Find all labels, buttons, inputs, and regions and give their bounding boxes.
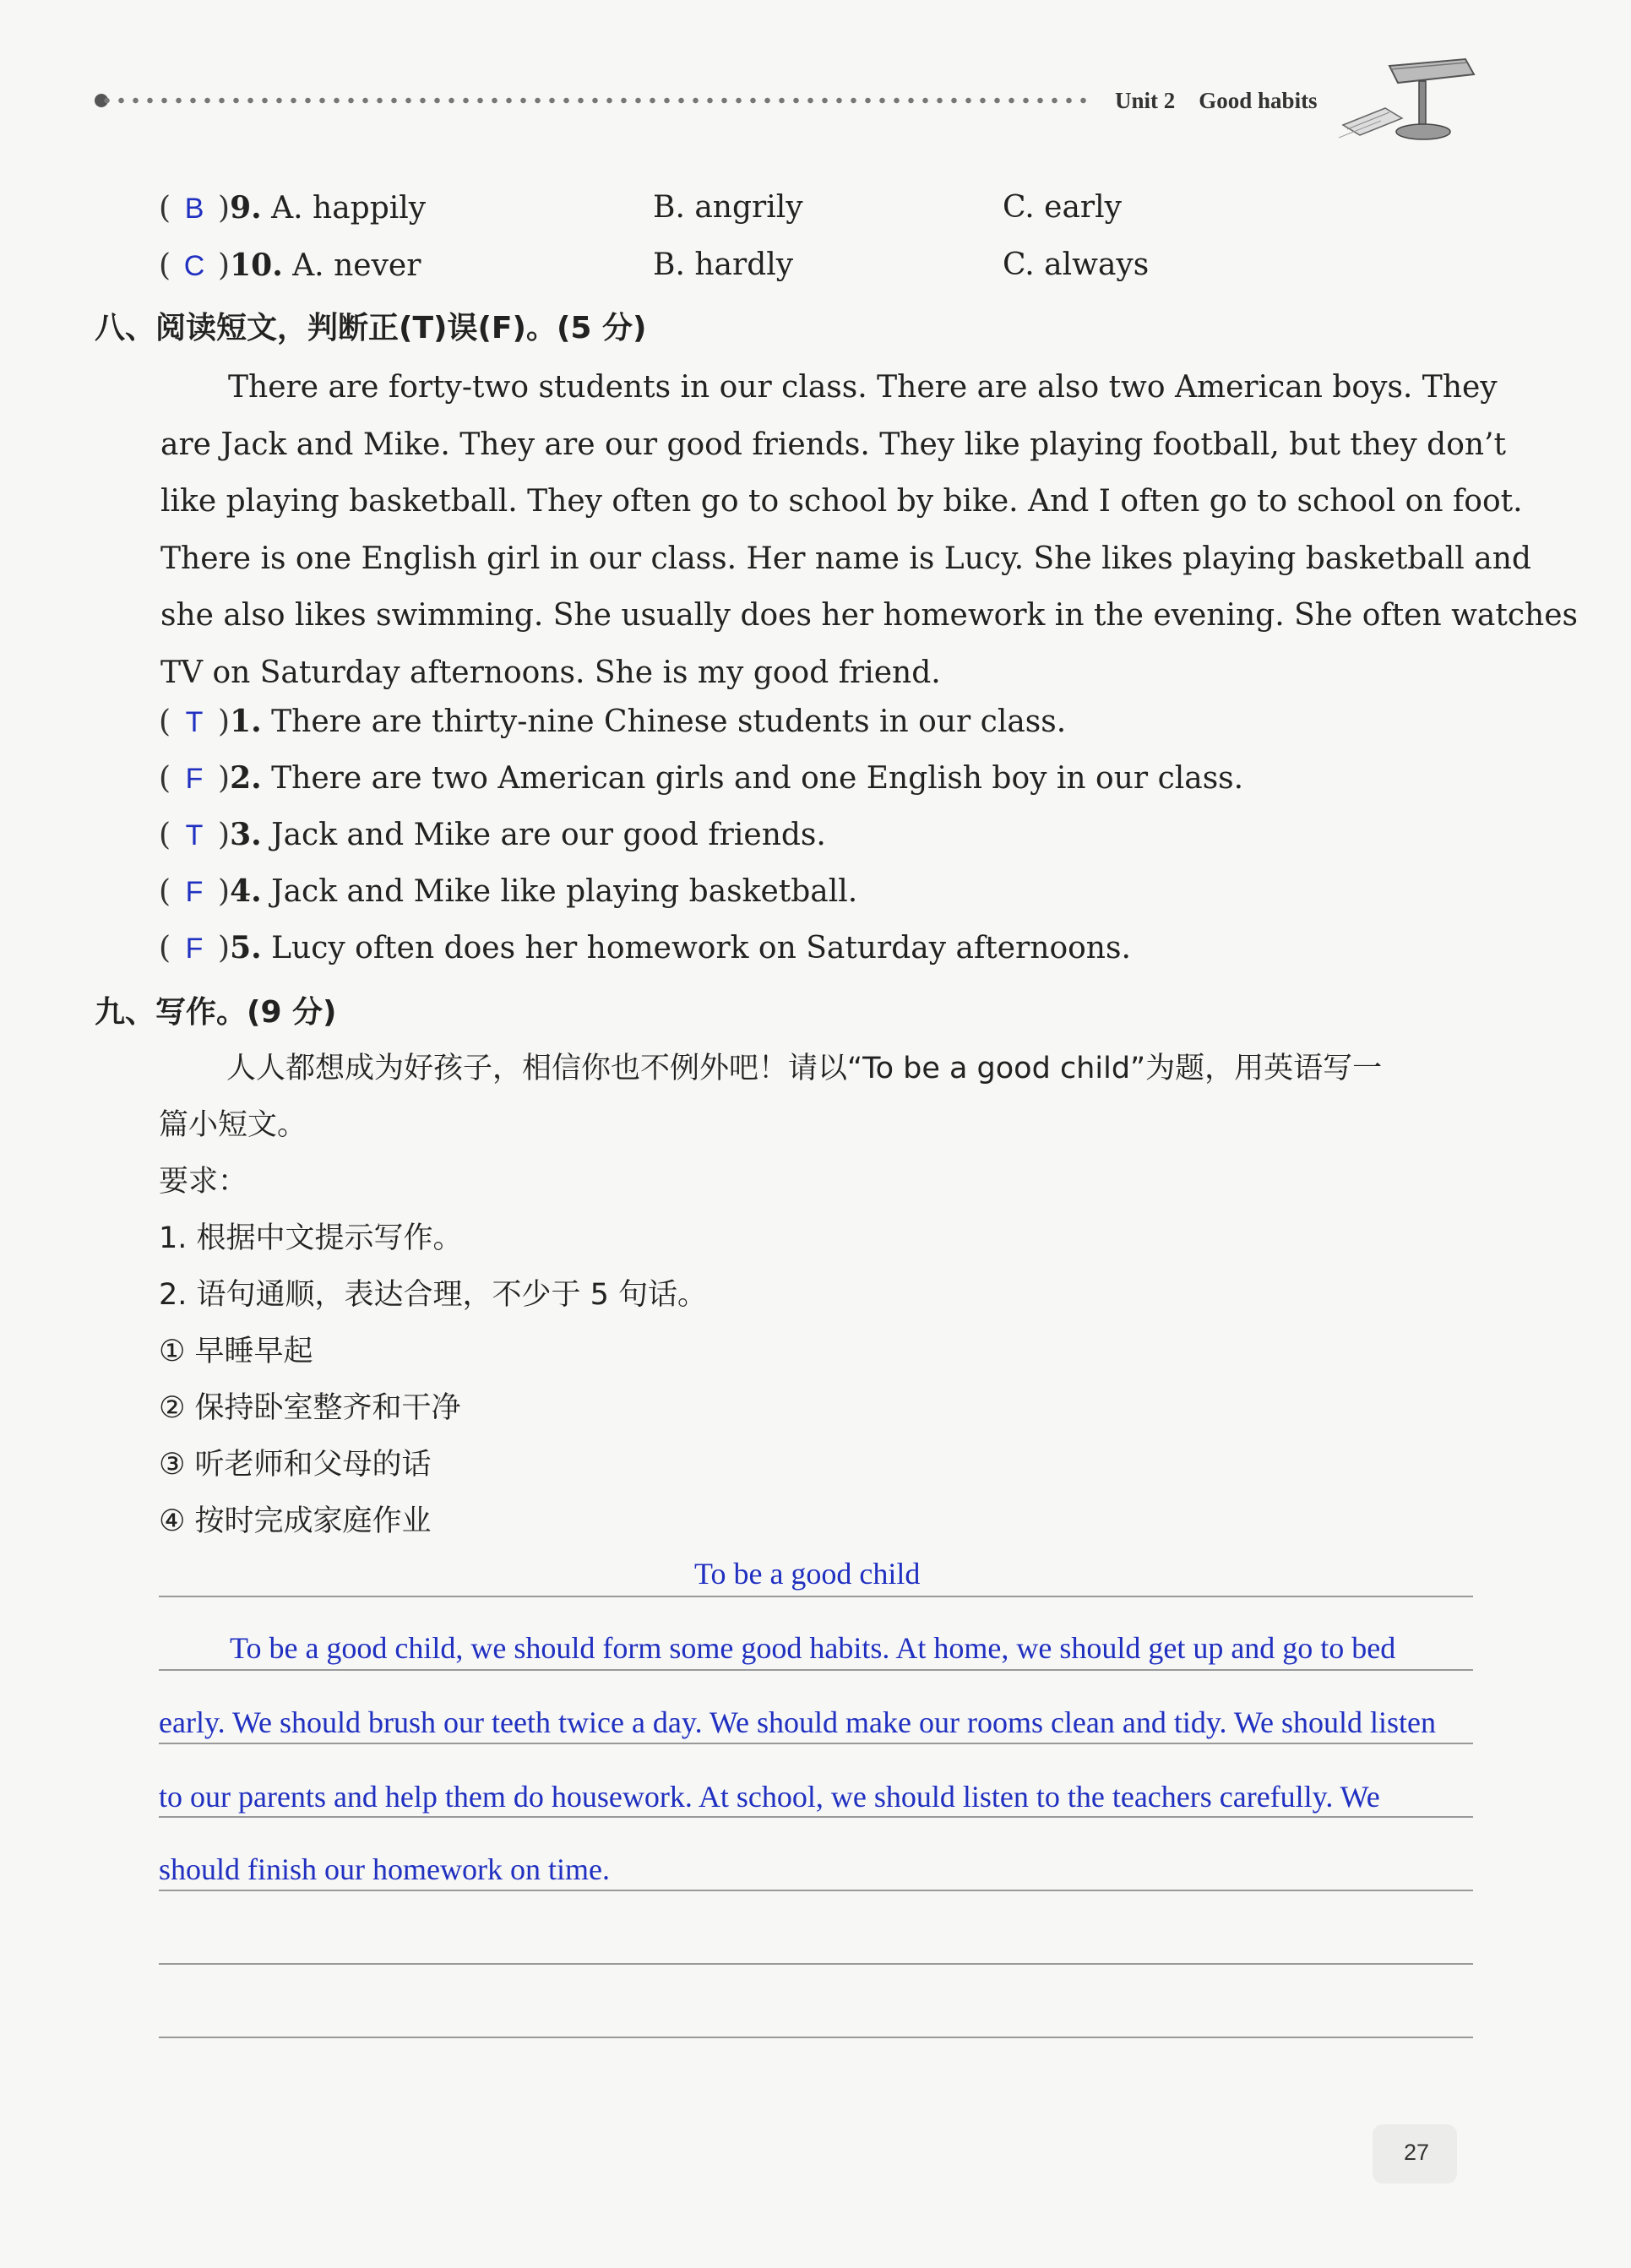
passage-line: TV on Saturday afternoons. She is my good friend. xyxy=(160,655,941,690)
requirement-item: 1. 根据中文提示写作。 xyxy=(159,1221,463,1255)
section-9-title: 九、写作。(9 分) xyxy=(95,995,337,1030)
writing-line xyxy=(159,2037,1473,2038)
question-text: Jack and Mike are our good friends. xyxy=(271,818,826,852)
answer-mark: F xyxy=(185,876,204,908)
answer-mark: T xyxy=(185,819,204,851)
option-b: B. hardly xyxy=(653,247,794,282)
essay-title: To be a good child xyxy=(694,1557,921,1591)
essay-line: should finish our homework on time. xyxy=(159,1852,610,1886)
question-number: 1. xyxy=(230,704,262,739)
tf-question-1: ( T )1. There are thirty-nine Chinese students in our class. xyxy=(159,704,1067,739)
question-row-9: ( B )9. A. happily xyxy=(159,190,427,226)
essay-line: To be a good child, we should form some good habits. At home, we should get up and go to bed xyxy=(230,1631,1396,1665)
passage-line: are Jack and Mike. They are our good friends. They like playing football, but they don’t xyxy=(160,427,1506,462)
tf-question-2: ( F )2. There are two American girls and one English boy in our class. xyxy=(159,760,1244,796)
tf-question-5: ( F )5. Lucy often does her homework on Saturday afternoons. xyxy=(159,930,1131,965)
writing-line xyxy=(159,1596,1473,1597)
requirement-item: 2. 语句通顺，表达合理，不少于 5 句话。 xyxy=(159,1278,708,1312)
option-b: B. angrily xyxy=(653,190,803,225)
desk-lamp-icon xyxy=(1339,49,1487,146)
section-8-title: 八、阅读短文，判断正(T)误(F)。(5 分) xyxy=(95,311,647,345)
page-number: 27 xyxy=(1404,2140,1430,2165)
question-number: 5. xyxy=(230,930,262,965)
question-text: There are two American girls and one English boy in our class. xyxy=(271,761,1244,796)
question-number: 9. xyxy=(230,190,262,226)
answer-mark: B xyxy=(184,193,204,225)
writing-line xyxy=(159,1669,1473,1671)
header-dotted-rule xyxy=(100,96,1088,105)
answer-mark: T xyxy=(185,706,204,738)
requirements-label: 要求： xyxy=(159,1165,248,1199)
essay-line: early. We should brush our teeth twice a day. We should make our rooms clean and tidy. We should listen xyxy=(159,1705,1436,1739)
option-c: C. always xyxy=(1003,247,1150,282)
writing-intro-line-2: 篇小短文。 xyxy=(159,1108,307,1142)
passage-line: she also likes swimming. She usually does her homework in the evening. She often watches xyxy=(160,598,1578,633)
answer-mark: F xyxy=(185,933,204,965)
writing-line xyxy=(159,1816,1473,1818)
option-c: C. early xyxy=(1003,190,1122,225)
passage-line: There are forty-two students in our class. There are also two American boys. They xyxy=(228,370,1498,405)
question-row-10: ( C )10. A. never xyxy=(159,247,421,283)
topic-label: Good habits xyxy=(1199,88,1318,113)
question-text: Jack and Mike like playing basketball. xyxy=(271,874,858,909)
hint-item: ① 早睡早起 xyxy=(159,1335,313,1368)
unit-label: Unit 2 xyxy=(1115,88,1176,113)
hint-item: ④ 按时完成家庭作业 xyxy=(159,1504,432,1538)
writing-line xyxy=(159,1890,1473,1891)
writing-line xyxy=(159,1743,1473,1744)
writing-intro-line-1: 人人都想成为好孩子，相信你也不例外吧！请以“To be a good child”为题，用英语写一 xyxy=(226,1052,1383,1085)
question-number: 4. xyxy=(230,873,262,909)
option-a: A. never xyxy=(292,248,421,283)
answer-mark: C xyxy=(183,250,205,282)
question-number: 10. xyxy=(230,247,283,283)
passage-line: There is one English girl in our class. Her name is Lucy. She likes playing basketball and xyxy=(160,541,1531,576)
question-text: Lucy often does her homework on Saturday afternoons. xyxy=(271,931,1131,965)
passage-line: like playing basketball. They often go to school by bike. And I often go to school on foot. xyxy=(160,484,1523,519)
tf-question-3: ( T )3. Jack and Mike are our good friends. xyxy=(159,817,826,852)
question-number: 2. xyxy=(230,760,262,796)
reading-passage xyxy=(160,359,1578,701)
tf-question-4: ( F )4. Jack and Mike like playing basketball. xyxy=(159,873,858,909)
answer-mark: F xyxy=(185,763,204,795)
writing-line xyxy=(159,1963,1473,1965)
question-number: 3. xyxy=(230,817,262,852)
essay-line: to our parents and help them do housework. At school, we should listen to the teachers carefully. We xyxy=(159,1780,1380,1814)
hint-item: ③ 听老师和父母的话 xyxy=(159,1448,432,1482)
option-a: A. happily xyxy=(271,191,427,226)
hint-item: ② 保持卧室整齐和干净 xyxy=(159,1391,461,1425)
question-text: There are thirty-nine Chinese students in our class. xyxy=(271,704,1067,739)
running-header xyxy=(1115,88,1318,114)
